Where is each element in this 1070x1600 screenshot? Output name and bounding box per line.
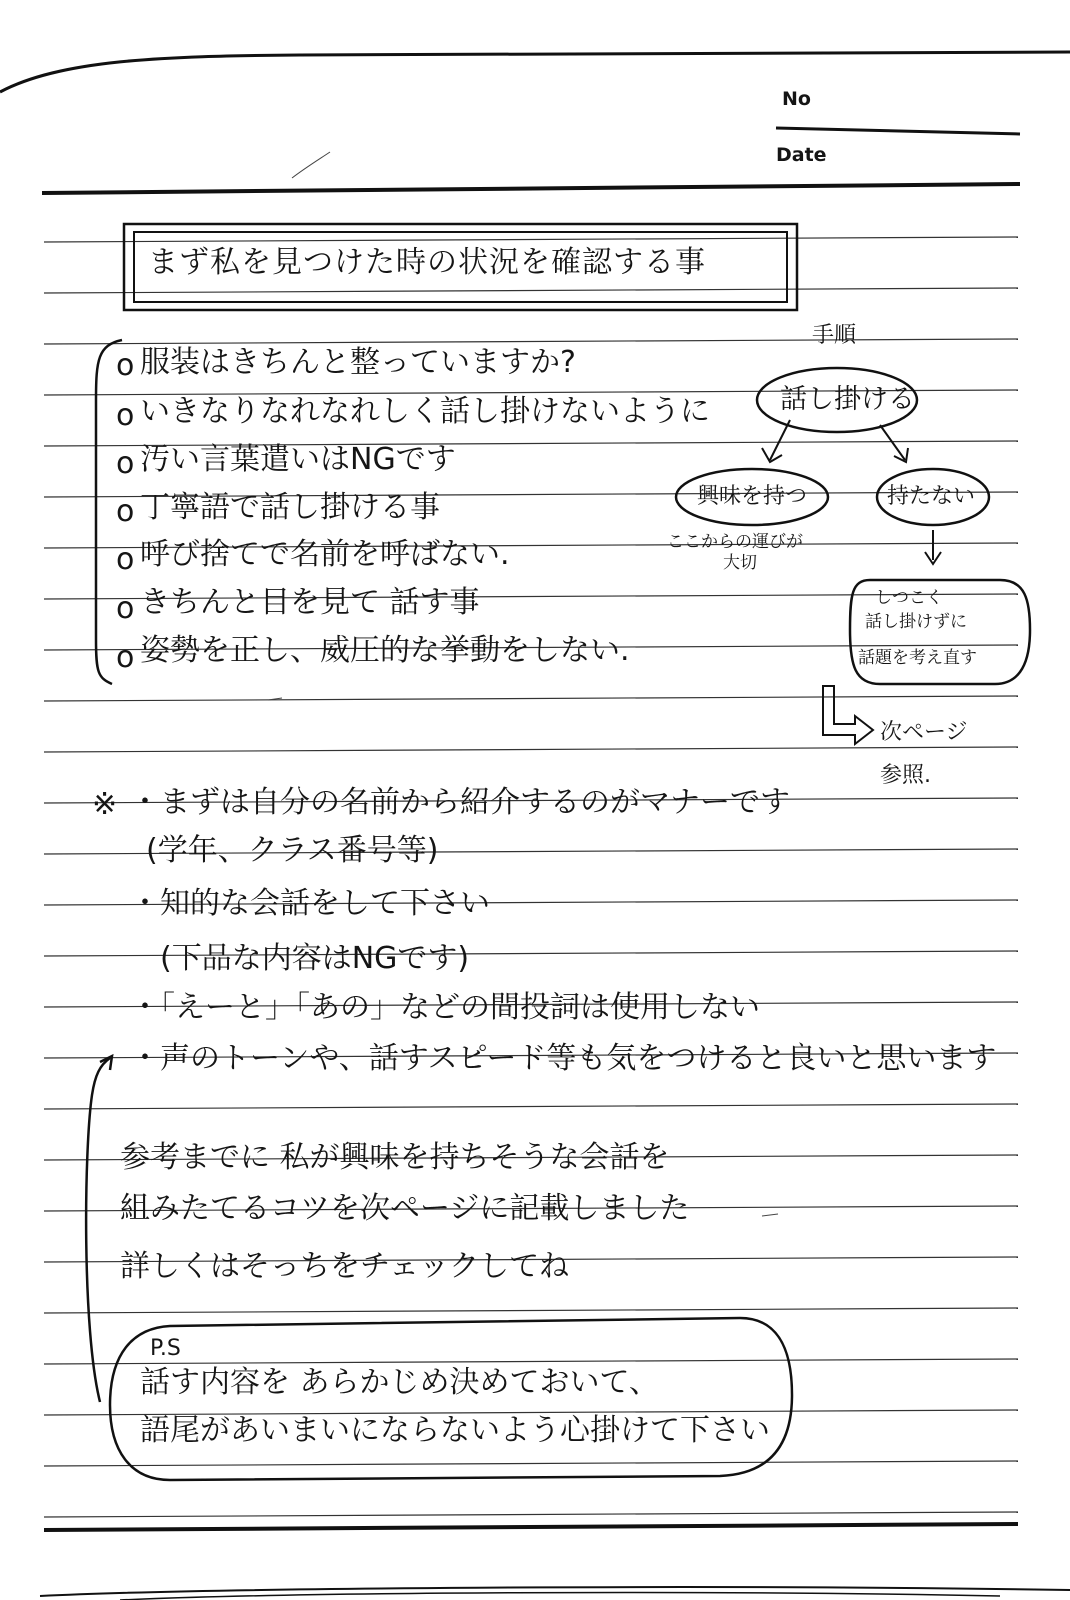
- next-page-arrow: [823, 686, 873, 744]
- notes-mark: ※: [92, 787, 118, 822]
- ruled-line: [44, 339, 1018, 344]
- checklist-item: きちんと目を見て 話す事: [140, 585, 480, 620]
- ps-line: 語尾があいまいにならないよう心掛けて下さい: [140, 1413, 770, 1448]
- reference-line: 組みたてるコツを次ページに記載しました: [120, 1191, 690, 1226]
- notes-line: (学年、クラス番号等): [146, 833, 439, 868]
- ruled-line: [44, 1461, 1018, 1466]
- notes-line: ・「えーと」「あの」などの間投詞は使用しない: [130, 990, 760, 1025]
- checklist-bullet: o: [116, 591, 135, 626]
- flow-next-page-ref: 参照.: [880, 763, 931, 788]
- flow-right-result: 話し掛けずに: [865, 612, 967, 632]
- arrow-to-result: [925, 530, 941, 564]
- flow-next-page: 次ページ: [880, 720, 968, 745]
- flow-left-note: 大切: [723, 553, 757, 573]
- ruled-line: [44, 1308, 1018, 1313]
- ruled-line: [44, 696, 1018, 701]
- notes-line: ・知的な会話をして下さい: [130, 886, 490, 921]
- flow-heading: 手順: [812, 323, 857, 348]
- checklist-item: いきなりなれなれしく話し掛けないように: [140, 394, 710, 429]
- ruled-line: [44, 288, 1018, 293]
- date-label: Date: [776, 144, 827, 166]
- checklist-item: 汚い言葉遣いはNGです: [140, 442, 456, 477]
- checklist-bullet: o: [116, 398, 135, 433]
- checklist-bullet: o: [116, 542, 135, 577]
- footer-rule: [44, 1524, 1018, 1530]
- page-title: まず私を見つけた時の状況を確認する事: [148, 245, 706, 280]
- ruled-line: [44, 1512, 1018, 1517]
- page-edge-top: [0, 52, 1070, 92]
- checklist-bullet: o: [116, 446, 135, 481]
- checklist-item: 呼び捨てで名前を呼ばない.: [140, 537, 510, 572]
- ps-label: P.S: [150, 1336, 181, 1361]
- checklist-item: 丁寧語で話し掛ける事: [140, 490, 440, 525]
- arrow-to-left-branch: [762, 420, 790, 462]
- flow-left-note: ここからの運びが: [667, 532, 803, 552]
- reference-line: 参考までに 私が興味を持ちそうな会話を: [120, 1140, 670, 1175]
- flow-right-result: しつこく: [875, 588, 943, 608]
- ruled-line: [44, 747, 1018, 752]
- flow-left-branch: 興味を持つ: [697, 484, 808, 509]
- flow-right-branch: 持たない: [887, 484, 976, 509]
- notes-line: ・声のトーンや、話すスピード等も気をつけると良いと思います: [130, 1041, 997, 1076]
- arrow-to-right-branch: [880, 425, 908, 462]
- ruled-line: [44, 1359, 1018, 1364]
- ps-to-notes-arrow: [86, 1058, 110, 1402]
- flow-start: 話し掛ける: [780, 384, 915, 415]
- ps-line: 話す内容を あらかじめ決めておいて、: [140, 1365, 659, 1400]
- flow-right-result: 話題を考え直す: [858, 648, 977, 668]
- checklist-bullet: o: [116, 640, 135, 675]
- checklist-bullet: o: [116, 494, 135, 529]
- header-rule: [42, 184, 1020, 193]
- checklist-item: 服装はきちんと整っていますか?: [140, 345, 576, 380]
- notes-line: ・まずは自分の名前から紹介するのがマナーです: [130, 785, 790, 820]
- ruled-line: [44, 1104, 1018, 1109]
- checklist-bullet: o: [116, 348, 135, 383]
- no-label: No: [782, 88, 811, 110]
- checklist-item: 姿勢を正し、威圧的な挙動をしない.: [140, 633, 630, 668]
- ruled-line: [44, 237, 1018, 242]
- notes-line: (下品な内容はNGです): [160, 941, 470, 976]
- reference-line: 詳しくはそっちをチェックしてね: [120, 1249, 570, 1284]
- no-underline: [776, 128, 1020, 134]
